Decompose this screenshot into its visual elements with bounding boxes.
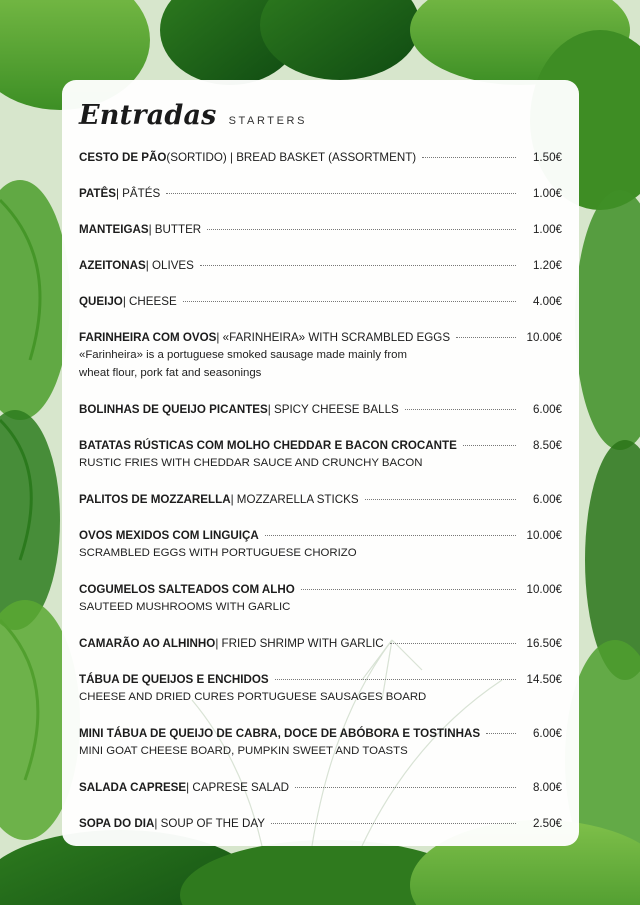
menu-item	[79, 528, 562, 562]
item-name: PALITOS DE MOZZARELLA	[79, 493, 231, 506]
menu-item	[79, 150, 562, 166]
item-price: 2.50€	[532, 817, 562, 830]
dot-leader	[422, 157, 516, 158]
item-name: MINI TÁBUA DE QUEIJO DE CABRA, DOCE DE ABÓBORA E TOSTINHAS	[79, 727, 481, 740]
section-subtitle: STARTERS	[228, 115, 308, 127]
item-description: «Farinheira» is a portuguese smoked sausage made mainly from	[79, 349, 407, 361]
menu-item	[79, 294, 562, 310]
item-price: 8.50€	[532, 439, 562, 452]
item-name: SALADA CAPRESE	[79, 781, 187, 794]
menu-item	[79, 222, 562, 238]
item-price: 6.00€	[532, 727, 562, 740]
menu-item	[79, 672, 562, 706]
item-name-en: | OLIVES	[145, 259, 194, 272]
item-name: FARINHEIRA COM OVOS	[79, 331, 217, 344]
section-header	[79, 100, 562, 140]
item-name: COGUMELOS SALTEADOS COM ALHO	[79, 583, 295, 596]
menu-item	[79, 438, 562, 472]
item-price: 6.00€	[532, 493, 562, 506]
item-name-en: | PÂTÉS	[115, 187, 161, 200]
dot-leader	[183, 301, 516, 302]
item-description: wheat flour, pork fat and seasonings	[79, 367, 262, 379]
item-name-en: | SOUP OF THE DAY	[154, 817, 265, 830]
item-price: 14.50€	[526, 673, 562, 686]
item-name: BOLINHAS DE QUEIJO PICANTES	[79, 403, 268, 416]
dot-leader	[301, 589, 516, 590]
menu-item	[79, 816, 562, 832]
menu-item	[79, 330, 562, 382]
item-description: SAUTEED MUSHROOMS WITH GARLIC	[79, 601, 291, 613]
dot-leader	[365, 499, 516, 500]
item-name-en: | «FARINHEIRA» WITH SCRAMBLED EGGS	[216, 331, 451, 344]
item-name: TÁBUA DE QUEIJOS E ENCHIDOS	[79, 673, 269, 686]
item-price: 1.00€	[532, 187, 562, 200]
item-name: BATATAS RÚSTICAS COM MOLHO CHEDDAR E BACON CROCANTE	[79, 439, 457, 452]
item-description: CHEESE AND DRIED CURES PORTUGUESE SAUSAGES BOARD	[79, 691, 427, 703]
item-price: 6.00€	[532, 403, 562, 416]
dot-leader	[456, 337, 516, 338]
item-description: MINI GOAT CHEESE BOARD, PUMPKIN SWEET AND TOASTS	[79, 745, 408, 757]
menu-item	[79, 492, 562, 508]
item-name-en: (SORTIDO) | BREAD BASKET (ASSORTMENT)	[166, 151, 417, 164]
dot-leader	[200, 265, 516, 266]
dot-leader	[275, 679, 516, 680]
item-price: 10.00€	[526, 583, 562, 596]
item-name: CAMARÃO AO ALHINHO	[79, 637, 216, 650]
item-description: SCRAMBLED EGGS WITH PORTUGUESE CHORIZO	[79, 547, 357, 559]
menu-item	[79, 582, 562, 616]
item-price: 1.20€	[532, 259, 562, 272]
menu-item	[79, 726, 562, 760]
item-description: RUSTIC FRIES WITH CHEDDAR SAUCE AND CRUNCHY BACON	[79, 457, 423, 469]
section-title: Entradas	[79, 100, 217, 131]
menu-item	[79, 402, 562, 418]
item-price: 1.50€	[532, 151, 562, 164]
item-name-en: | CAPRESE SALAD	[186, 781, 290, 794]
dot-leader	[486, 733, 516, 734]
menu-item	[79, 258, 562, 274]
item-name: AZEITONAS	[79, 259, 146, 272]
item-name: QUEIJO	[79, 295, 123, 308]
item-name: OVOS MEXIDOS COM LINGUIÇA	[79, 529, 259, 542]
dot-leader	[295, 787, 516, 788]
item-name: MANTEIGAS	[79, 223, 149, 236]
dot-leader	[390, 643, 516, 644]
item-price: 8.00€	[532, 781, 562, 794]
item-price: 1.00€	[532, 223, 562, 236]
menu-item	[79, 636, 562, 652]
item-name-en: | FRIED SHRIMP WITH GARLIC	[215, 637, 384, 650]
dot-leader	[463, 445, 516, 446]
dot-leader	[405, 409, 516, 410]
item-name-en: | CHEESE	[122, 295, 177, 308]
menu-item	[79, 186, 562, 202]
dot-leader	[207, 229, 516, 230]
dot-leader	[271, 823, 516, 824]
item-name: PATÊS	[79, 187, 116, 200]
item-price: 10.00€	[526, 331, 562, 344]
item-name-en: | MOZZARELLA STICKS	[230, 493, 359, 506]
dot-leader	[166, 193, 516, 194]
menu-item	[79, 780, 562, 796]
item-name: CESTO DE PÃO	[79, 151, 167, 164]
menu-card	[62, 80, 579, 846]
item-price: 10.00€	[526, 529, 562, 542]
item-name: SOPA DO DIA	[79, 817, 155, 830]
item-price: 4.00€	[532, 295, 562, 308]
item-name-en: | BUTTER	[148, 223, 202, 236]
item-price: 16.50€	[526, 637, 562, 650]
item-name-en: | SPICY CHEESE BALLS	[267, 403, 399, 416]
dot-leader	[265, 535, 516, 536]
